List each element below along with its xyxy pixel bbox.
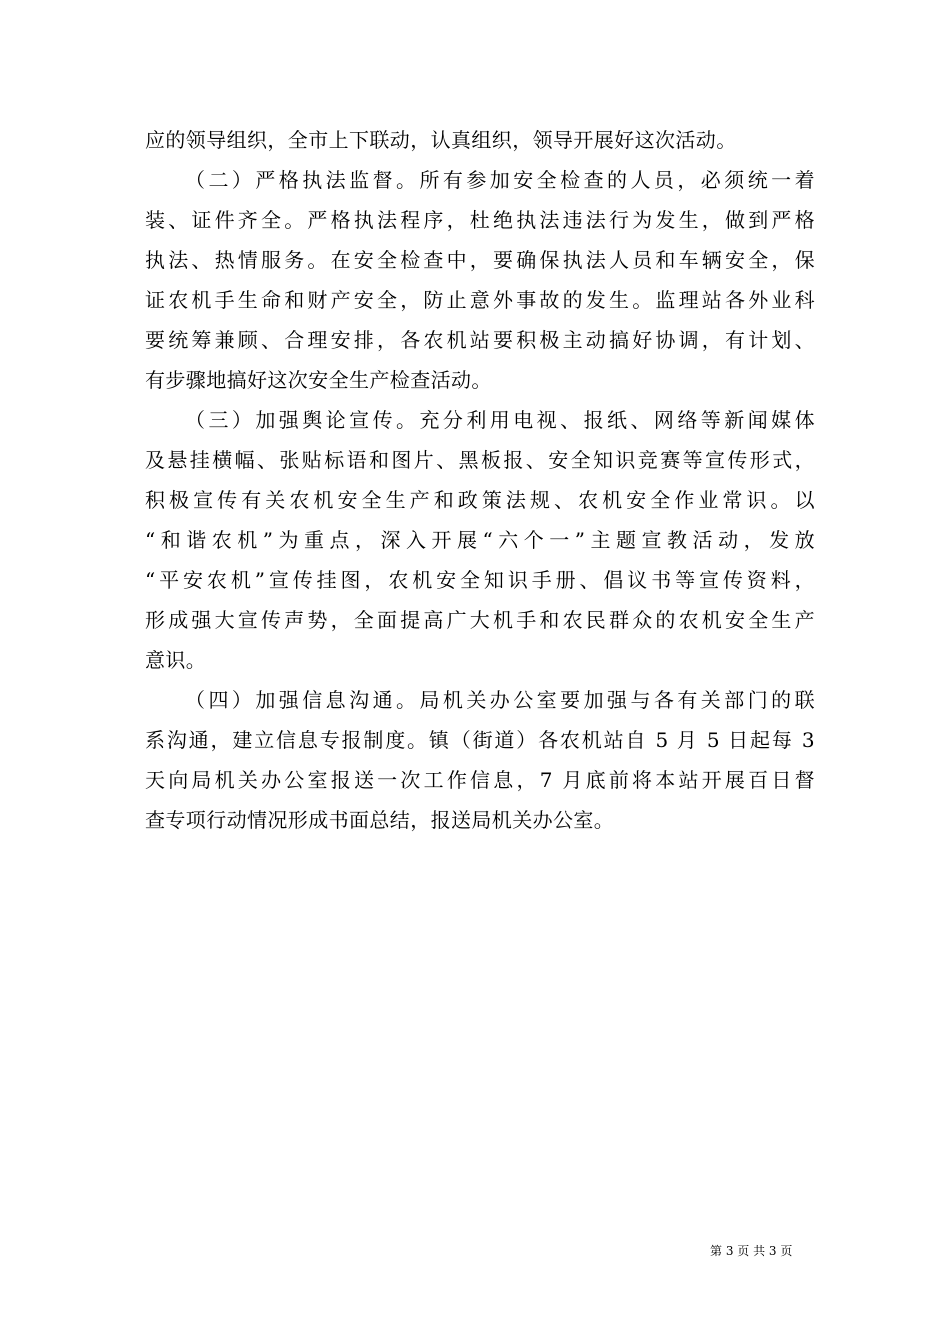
paragraph-line: 执法、热情服务。在安全检查中，要确保执法人员和车辆安全，保 [145,248,815,272]
paragraph-line: 证农机手生命和财产安全，防止意外事故的发生。监理站各外业科 [145,288,815,312]
paragraph-line: 及悬挂横幅、张贴标语和图片、黑板报、安全知识竞赛等宣传形式， [145,448,815,472]
paragraph-line: 装、证件齐全。严格执法程序，杜绝执法违法行为发生，做到严格 [145,208,815,232]
paragraph-line: “和谐农机”为重点，深入开展“六个一”主题宣教活动，发放 [145,528,815,552]
paragraph-line: “平安农机”宣传挂图，农机安全知识手册、倡议书等宣传资料， [145,568,815,592]
paragraph-line: （二）严格执法监督。所有参加安全检查的人员，必须统一着 [185,168,815,192]
paragraph-line: 要统筹兼顾、合理安排，各农机站要积极主动搞好协调，有计划、 [145,328,815,352]
paragraph-line: 形成强大宣传声势，全面提高广大机手和农民群众的农机安全生产 [145,608,815,632]
paragraph-line: （三）加强舆论宣传。充分利用电视、报纸、网络等新闻媒体 [185,408,815,432]
paragraph-line: 查专项行动情况形成书面总结，报送局机关办公室。 [145,808,615,832]
paragraph-line: （四）加强信息沟通。局机关办公室要加强与各有关部门的联 [185,688,815,712]
paragraph-line: 应的领导组织，全市上下联动，认真组织，领导开展好这次活动。 [145,128,737,152]
paragraph-line: 系沟通，建立信息专报制度。镇（街道）各农机站自 5 月 5 日起每 3 [145,728,815,752]
paragraph-line: 有步骤地搞好这次安全生产检查活动。 [145,368,492,392]
body-text [145,120,815,840]
paragraph-line: 意识。 [145,648,207,672]
paragraph-line: 积极宣传有关农机安全生产和政策法规、农机安全作业常识。以 [145,488,815,512]
page-number-footer: 第 3 页 共 3 页 [710,1244,793,1258]
paragraph-line: 天向局机关办公室报送一次工作信息，7 月底前将本站开展百日督 [145,768,815,792]
